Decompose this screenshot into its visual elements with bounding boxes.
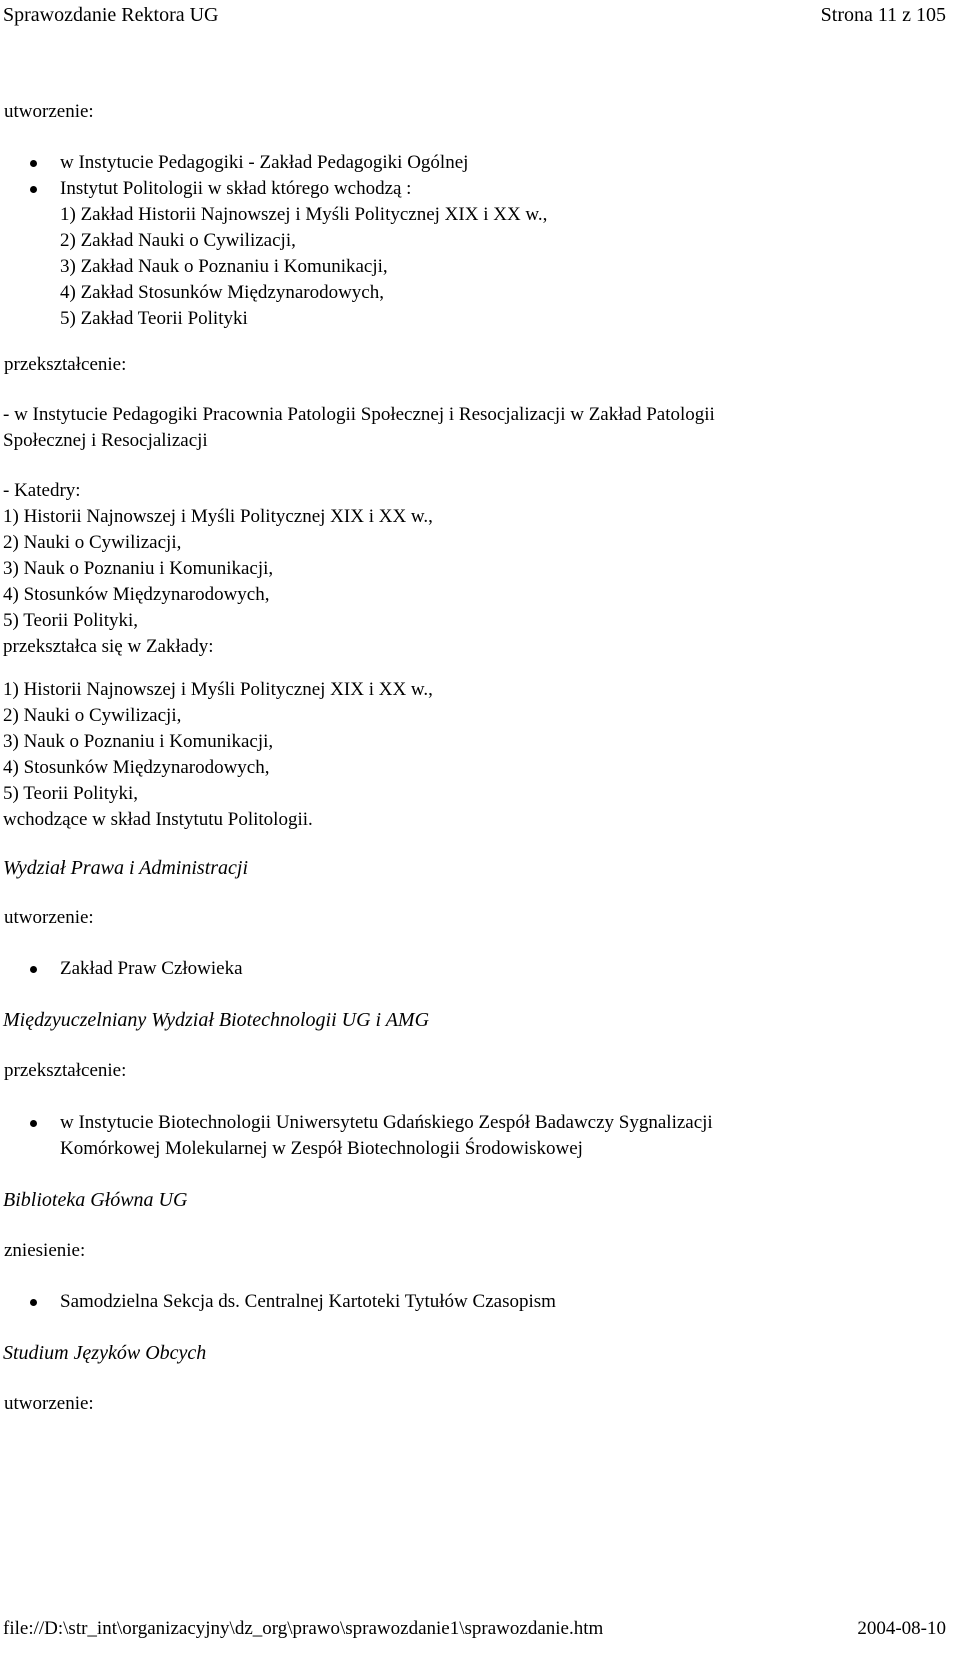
paragraph-line: 2) Nauki o Cywilizacji, [3, 705, 182, 726]
list-item [60, 176, 940, 202]
paragraph-line: - Katedry: [3, 480, 81, 501]
list-item-text: w Instytucie Biotechnologii Uniwersytetu Gdańskiego Zespół Badawczy Sygnalizacji [60, 1112, 713, 1133]
bullet-list [60, 1289, 940, 1315]
list-item [60, 956, 940, 982]
paragraph-line: 2) Nauki o Cywilizacji, [3, 532, 182, 553]
paragraph-line: 3) Nauk o Poznaniu i Komunikacji, [3, 558, 274, 579]
unit-title: Wydział Prawa i Administracji [3, 857, 249, 879]
bullet-list [60, 956, 940, 982]
paragraph-line: Społecznej i Resocjalizacji [3, 430, 208, 451]
list-item-text: Zakład Praw Człowieka [60, 958, 243, 979]
paragraph-line: 3) Nauk o Poznaniu i Komunikacji, [3, 731, 274, 752]
paragraph [3, 677, 933, 833]
bullet-icon [30, 186, 37, 193]
paragraph-line: 5) Teorii Polityki, [3, 610, 139, 631]
bullet-icon [30, 966, 37, 973]
paragraph [3, 478, 933, 660]
sub-item: 1) Zakład Historii Najnowszej i Myśli Politycznej XIX i XX w., [60, 204, 548, 225]
sub-item: 4) Zakład Stosunków Międzynarodowych, [60, 282, 384, 303]
paragraph-line: 4) Stosunków Międzynarodowych, [3, 757, 270, 778]
paragraph-line: 1) Historii Najnowszej i Myśli Politycznej XIX i XX w., [3, 506, 433, 527]
bullet-icon [30, 1120, 37, 1127]
section-heading-utworzenie: utworzenie: [4, 1393, 94, 1414]
unit-title: Międzyuczelniany Wydział Biotechnologii UG i AMG [3, 1009, 430, 1031]
paragraph-line: przekształca się w Zakłady: [3, 636, 214, 657]
paragraph-line: wchodzące w skład Instytutu Politologii. [3, 809, 313, 830]
list-item-text: Instytut Politologii w skład którego wchodzą : [60, 178, 412, 199]
bullet-list [60, 150, 940, 332]
unit-title: Biblioteka Główna UG [3, 1189, 188, 1211]
page-footer [3, 1616, 946, 1642]
page-number: Strona 11 z 105 [820, 4, 946, 26]
sub-item: 5) Zakład Teorii Polityki [60, 308, 248, 329]
list-item [60, 1289, 940, 1315]
section-heading-przeksztalcenie: przekształcenie: [4, 1060, 127, 1081]
bullet-list [60, 1110, 940, 1162]
paragraph [3, 402, 933, 454]
section-heading-utworzenie: utworzenie: [4, 907, 94, 928]
document-title: Sprawozdanie Rektora UG [3, 4, 219, 26]
section-heading-przeksztalcenie: przekształcenie: [4, 354, 127, 375]
file-path: file://D:\str_int\organizacyjny\dz_org\prawo\sprawozdanie1\sprawozdanie.htm [3, 1618, 604, 1639]
page-header [3, 2, 946, 28]
list-item-text: w Instytucie Pedagogiki - Zakład Pedagogiki Ogólnej [60, 152, 469, 173]
paragraph-line: 4) Stosunków Międzynarodowych, [3, 584, 270, 605]
paragraph-line: - w Instytucie Pedagogiki Pracownia Patologii Społecznej i Resocjalizacji w Zakład Patologii [3, 404, 715, 425]
paragraph-line: 5) Teorii Polityki, [3, 783, 139, 804]
bullet-icon [30, 1299, 37, 1306]
sub-item: 3) Zakład Nauk o Poznaniu i Komunikacji, [60, 256, 388, 277]
list-item-continuation: Komórkowej Molekularnej w Zespół Biotechnologii Środowiskowej [60, 1138, 583, 1159]
print-date: 2004-08-10 [857, 1618, 946, 1639]
sub-item: 2) Zakład Nauki o Cywilizacji, [60, 230, 296, 251]
list-item [60, 150, 940, 176]
unit-title: Studium Języków Obcych [3, 1342, 207, 1364]
bullet-icon [30, 160, 37, 167]
section-heading-utworzenie: utworzenie: [4, 101, 94, 122]
paragraph-line: 1) Historii Najnowszej i Myśli Politycznej XIX i XX w., [3, 679, 433, 700]
section-heading-zniesienie: zniesienie: [4, 1240, 86, 1261]
list-item-text: Samodzielna Sekcja ds. Centralnej Kartoteki Tytułów Czasopism [60, 1291, 556, 1312]
list-item [60, 1110, 940, 1136]
